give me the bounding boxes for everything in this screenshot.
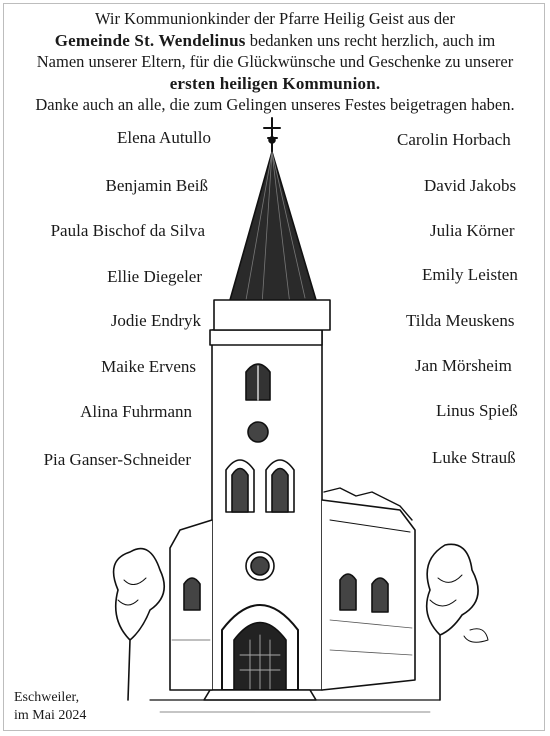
name-left-6: Maike Ervens bbox=[101, 357, 196, 376]
name-right-3: Julia Körner bbox=[430, 221, 515, 240]
footer-date: im Mai 2024 bbox=[14, 708, 87, 723]
name-left-2: Benjamin Beiß bbox=[105, 176, 208, 195]
footer-place-date bbox=[14, 689, 86, 725]
name-right-7: Linus Spieß bbox=[436, 401, 518, 420]
name-left-8: Pia Ganser-Schneider bbox=[43, 450, 191, 469]
names-left-column bbox=[0, 0, 219, 736]
name-left-1: Elena Autullo bbox=[117, 128, 211, 147]
name-left-4: Ellie Diegeler bbox=[107, 267, 202, 286]
name-right-6: Jan Mörsheim bbox=[415, 356, 512, 375]
intro-line-2-rest: bedanken uns recht herzlich, auch im bbox=[245, 30, 496, 50]
name-left-5: Jodie Endryk bbox=[110, 311, 201, 330]
communion-title: ersten heiligen Kommunion. bbox=[169, 73, 381, 93]
parish-name: Gemeinde St. Wendelinus bbox=[54, 30, 246, 50]
name-left-3: Paula Bischof da Silva bbox=[50, 221, 205, 240]
name-right-8: Luke Strauß bbox=[432, 448, 516, 467]
name-right-2: David Jakobs bbox=[424, 176, 517, 195]
name-left-7: Alina Fuhrmann bbox=[80, 402, 192, 421]
intro-line-1: Wir Kommunionkinder der Pfarre Heilig Geist aus der bbox=[95, 9, 455, 28]
intro-line-5: Danke auch an alle, die zum Gelingen unseres Festes beigetragen haben. bbox=[35, 95, 515, 114]
name-right-5: Tilda Meuskens bbox=[406, 311, 515, 330]
names-right-column bbox=[397, 0, 550, 736]
name-right-4: Emily Leisten bbox=[422, 265, 518, 284]
name-right-1: Carolin Horbach bbox=[397, 130, 511, 149]
footer-place: Eschweiler, bbox=[14, 690, 80, 705]
intro-line-3: Namen unserer Eltern, für die Glückwünsche und Geschenke zu unserer bbox=[36, 52, 514, 71]
